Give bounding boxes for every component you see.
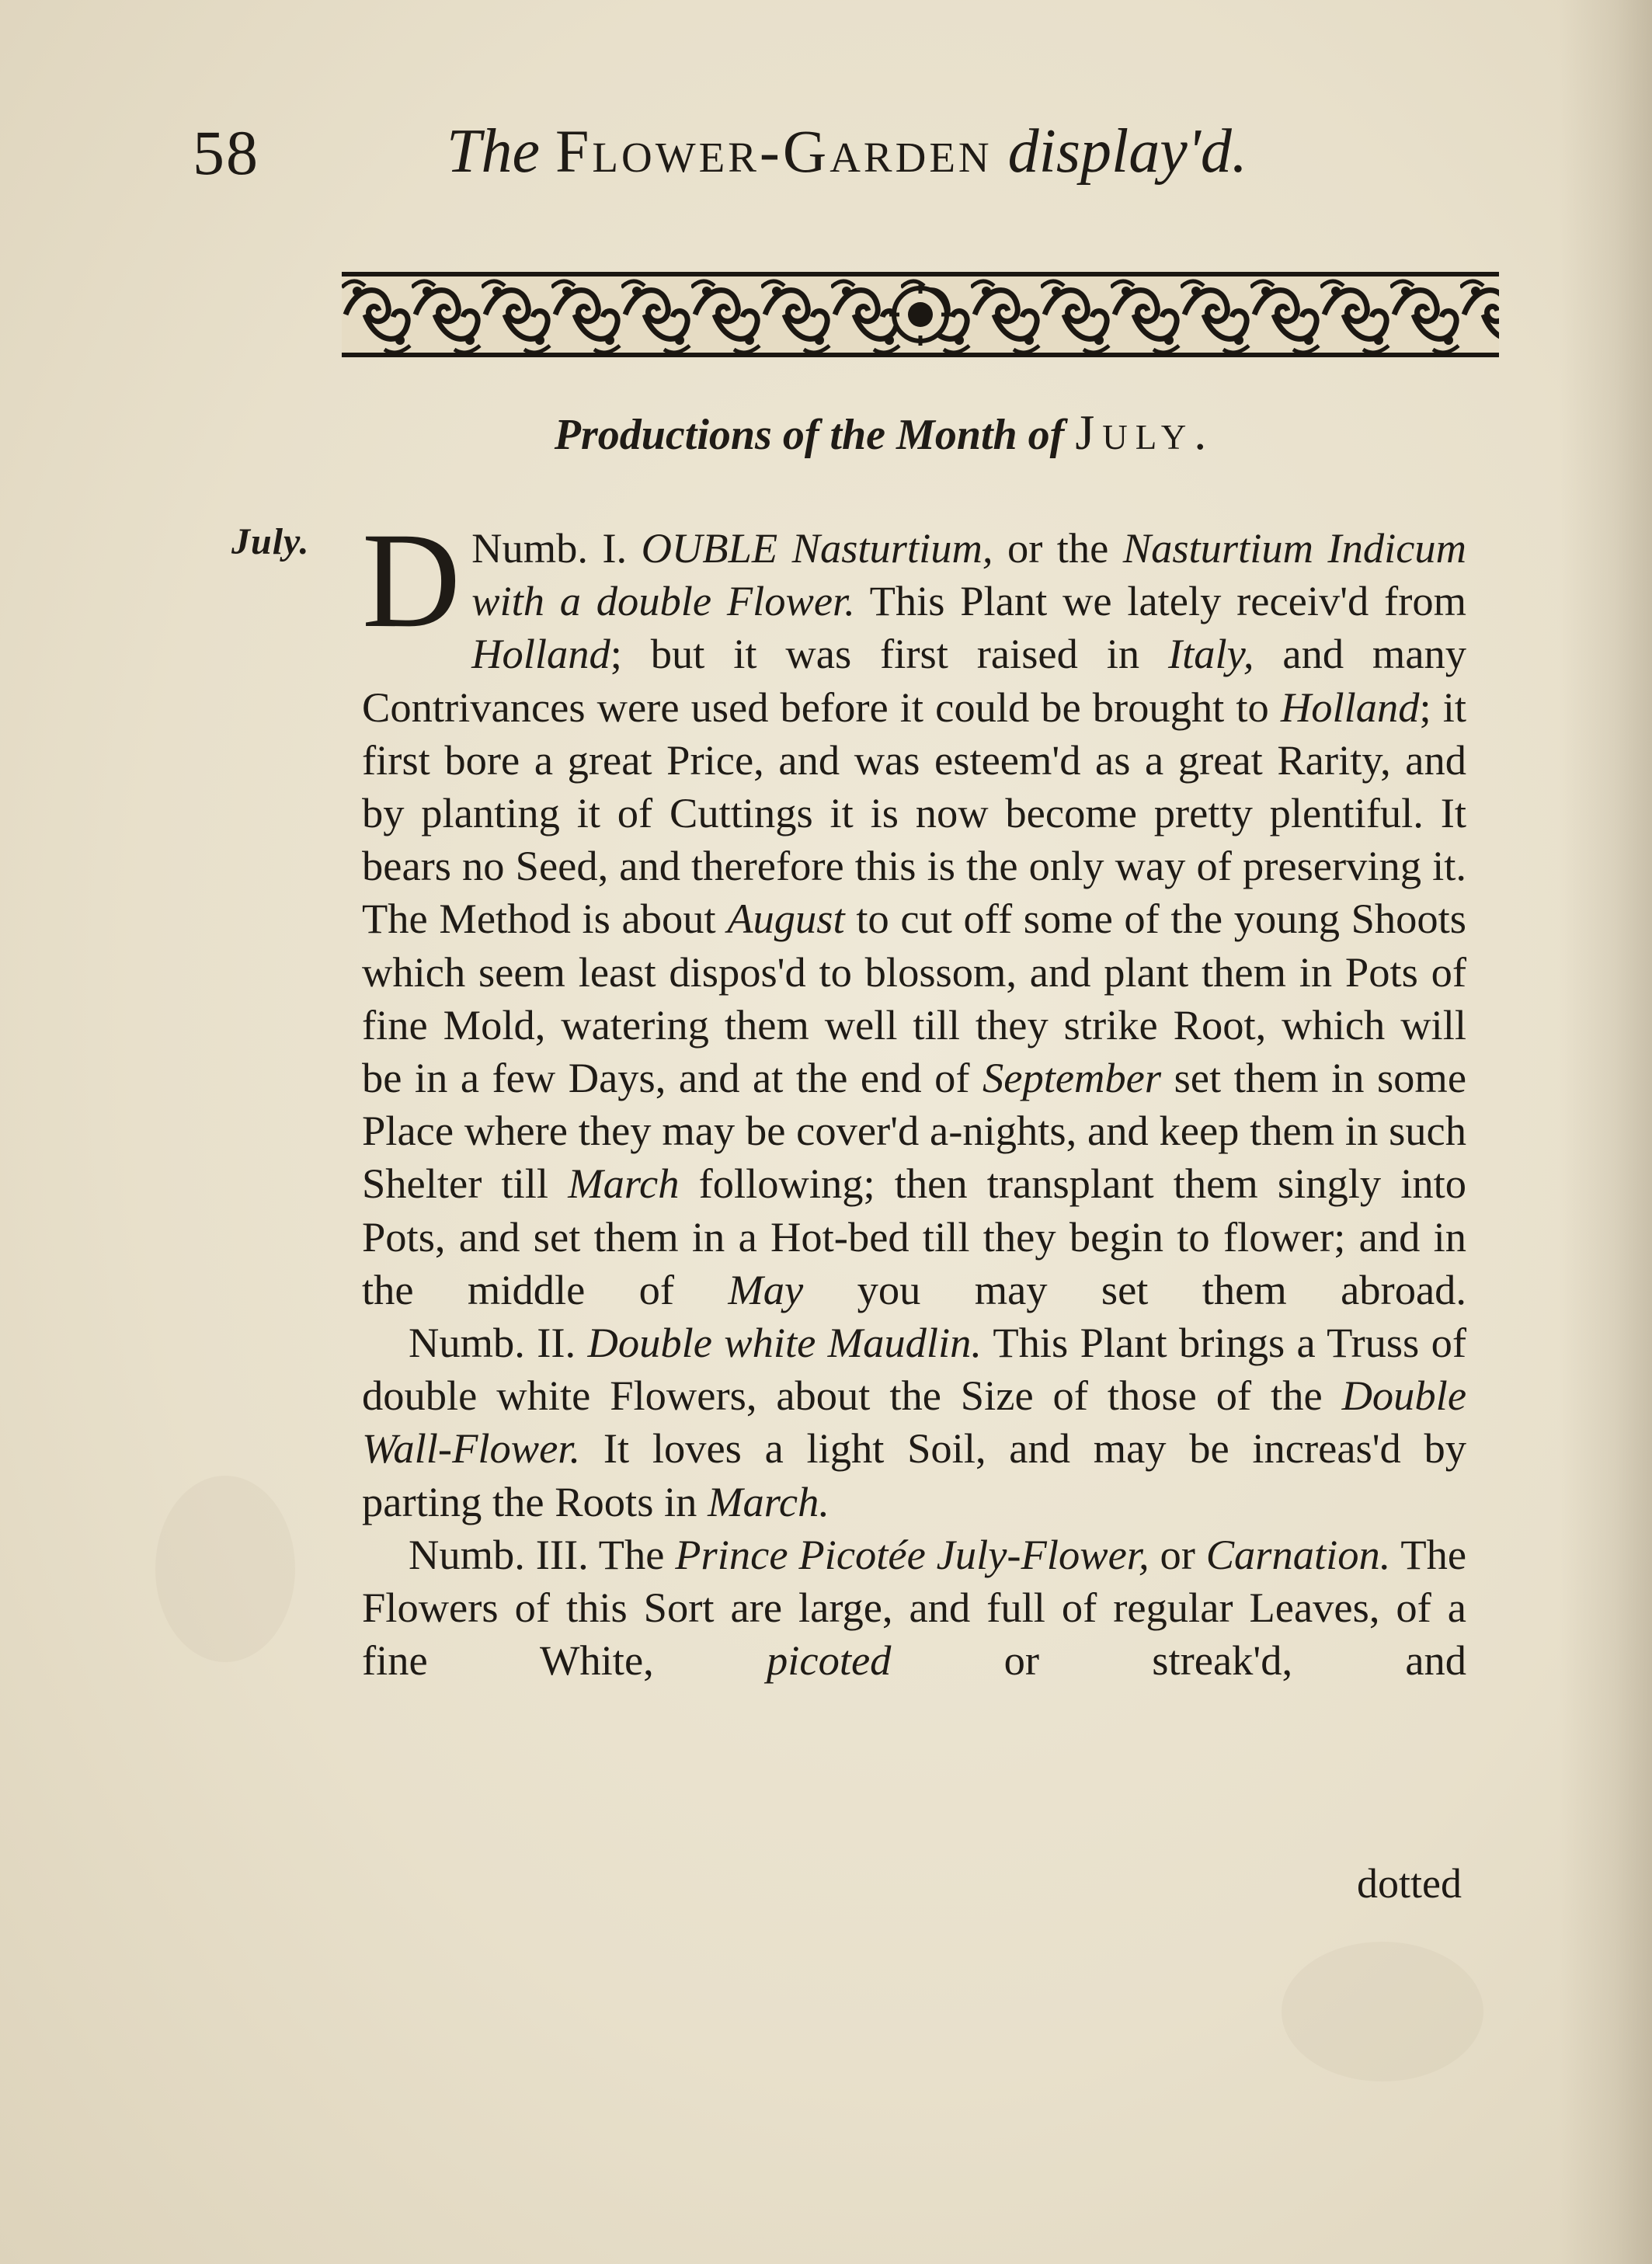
paper-stain: [155, 1476, 295, 1662]
entry-italic-name: Prince Picotée July-Flower,: [675, 1530, 1149, 1578]
place-name: Holland: [1280, 683, 1420, 731]
entry-text: set them in some Place where they may be cover'd a-nights, and keep them in such Shelter till: [362, 1054, 1467, 1208]
month-name: August: [727, 895, 845, 943]
entry-text: or streak'd, and: [1003, 1636, 1467, 1685]
running-head-the: The: [447, 117, 540, 186]
running-head: [447, 117, 1247, 187]
entry-text: ; it first bore a great Price, and was esteem'd as a great Rarity, and by planting it of Cuttings it is now become pretty plentiful. It bears no Seed, and therefore this is the only way of preserving it. The Method is about: [362, 683, 1467, 943]
entry-text: and many Contrivances were used before it could be brought to: [362, 630, 1467, 731]
body-text: [362, 505, 1467, 1687]
section-title-month: July.: [1075, 405, 1215, 460]
month-name: September: [983, 1054, 1162, 1102]
drop-capital: D: [362, 505, 461, 656]
headpiece-ornament: [342, 272, 1499, 357]
entry-numb-2: [362, 1316, 1466, 1528]
running-head-displayed: display'd.: [1007, 117, 1247, 186]
entry-number-label: Numb. I.: [471, 524, 628, 572]
entry-text: It loves a light Soil, and may be increas'd by parting the Roots in: [362, 1424, 1467, 1525]
entry-number-label: Numb. III.: [409, 1530, 589, 1578]
entry-lead: The: [598, 1530, 665, 1578]
entry-italic-ref: Double Wall-Flower.: [362, 1372, 1467, 1473]
running-head-main: Flower-Garden: [555, 117, 993, 185]
entry-name-rest: OUBLE: [641, 524, 778, 572]
entry-text: to cut off some of the young Shoots which seem least dispos'd to blossom, and plant them in Pots of fine Mold, watering them well till they strike Root, which will be in a few Days, and at the end of: [362, 895, 1466, 1102]
entry-text: The Flowers of this Sort are large, and full of regular Leaves, of a fine White,: [362, 1530, 1467, 1685]
paper-stain: [1282, 1942, 1483, 2081]
entry-numb-1: [362, 505, 1467, 1316]
month-name: May: [728, 1265, 804, 1313]
entry-italic-term: picoted: [767, 1636, 892, 1685]
entry-italic-alt: Carnation.: [1205, 1530, 1391, 1578]
section-title-lead: Productions of the Month of: [554, 411, 1065, 459]
entry-text: ; but it was first raised in: [610, 630, 1140, 678]
entry-text: This Plant brings a Truss of double white Flowers, about the Size of those of the: [362, 1319, 1466, 1420]
margin-note-month: July.: [231, 521, 310, 562]
entry-italic-name: Double white Maudlin.: [587, 1319, 982, 1367]
section-title: [0, 404, 1652, 461]
entry-connector: or the: [1007, 524, 1109, 572]
page-fold-shadow: [1559, 0, 1652, 2264]
entry-text: you may set them abroad.: [857, 1265, 1467, 1313]
page-number: 58: [193, 117, 259, 188]
entry-numb-3: [362, 1528, 1466, 1688]
entry-number-label: Numb. II.: [409, 1319, 576, 1367]
entry-italic-name: Nasturtium,: [791, 524, 993, 572]
month-name: March.: [708, 1477, 829, 1525]
place-name: Holland: [471, 630, 610, 678]
entry-text: following; then transplant them singly into Pots, and set them in a Hot-bed till they begin to flower; and in the middle of: [362, 1160, 1466, 1313]
entry-text: This Plant we lately receiv'd from: [869, 577, 1466, 625]
entry-italic-alt: Nasturtium Indicum with a double Flower.: [471, 524, 1467, 625]
place-name: Italy,: [1168, 630, 1254, 678]
entry-connector: or: [1160, 1530, 1195, 1578]
catchword: dotted: [1357, 1860, 1462, 1907]
month-name: March: [568, 1160, 680, 1208]
